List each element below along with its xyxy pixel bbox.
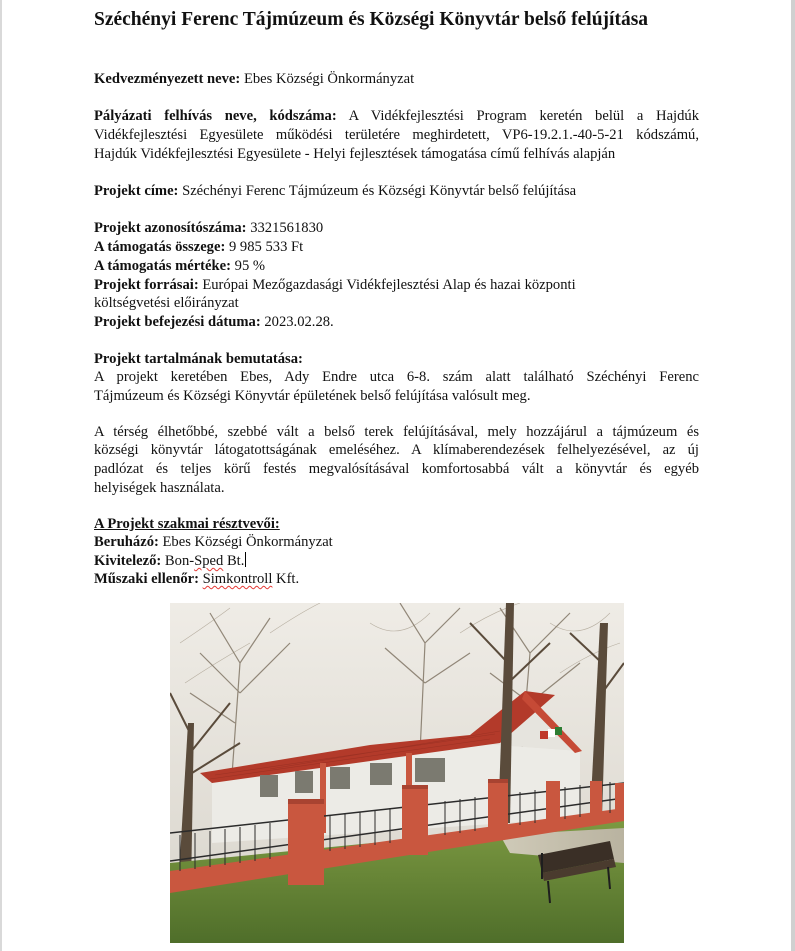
contractor-value-suffix: Bt. (223, 553, 245, 569)
beneficiary-label: Kedvezményezett neve: (94, 71, 241, 87)
content-heading (94, 350, 303, 368)
content-p2-line-2: községi könyvtár látogatottságának emeléséhez. A klímaberendezések felhelyezésével, az új (94, 442, 699, 458)
participants-heading-text: A Projekt szakmai résztvevői: (94, 516, 280, 532)
contractor-label: Kivitelező: (94, 553, 162, 569)
building-photo (170, 603, 624, 943)
end-date-label: Projekt befejezési dátuma: (94, 314, 261, 330)
project-title-line (94, 182, 576, 200)
spellcheck-word[interactable]: Sped (194, 553, 224, 569)
end-date-line (94, 313, 334, 331)
call-text-1: A Vidékfejlesztési Program keretén belül a Hajdúk (348, 108, 699, 124)
content-p2-line-4: helyiségek használata. (94, 480, 225, 496)
inspector-line (94, 570, 299, 588)
contractor-line[interactable] (94, 552, 246, 570)
content-heading-text: Projekt tartalmának bemutatása: (94, 351, 303, 367)
end-date-value: 2023.02.28. (264, 314, 334, 330)
content-line-2: Tájmúzeum és Községi Könyvtár épületének belső felújítása valósult meg. (94, 388, 531, 404)
participants-heading (94, 515, 280, 533)
grant-rate-value: 95 % (234, 258, 266, 274)
sources-value-1: Európai Mezőgazdasági Vidékfejlesztési Alap és hazai központi (202, 277, 576, 293)
call-label: Pályázati felhívás neve, kódszáma: (94, 108, 337, 124)
sources-line-2: költségvetési előirányzat (94, 295, 239, 311)
sources-line-1 (94, 276, 576, 294)
grant-amount-line (94, 238, 303, 256)
investor-line (94, 533, 333, 551)
document-title: Széchényi Ferenc Tájmúzeum és Községi Könyvtár belső felújítása (94, 9, 649, 30)
project-id-label: Projekt azonosítószáma: (94, 220, 247, 236)
inspector-value-suffix: Kft. (272, 571, 300, 587)
call-line-1 (94, 107, 699, 126)
beneficiary-line (94, 70, 414, 88)
content-p2-line-1: A térség élhetőbbé, szebbé vált a belső terek felújításával, mely hozzájárul a tájmúzeum és (94, 424, 699, 440)
grant-rate-label: A támogatás mértéke: (94, 258, 231, 274)
contractor-value[interactable] (165, 553, 246, 569)
content-p2-line-3: padlózat és teljes körű festés megvalósításával komfortosabbá vált a könyvtár és egyéb (94, 461, 699, 477)
contractor-value-part: Bon- (164, 553, 195, 569)
window-scrollbar-edge[interactable] (791, 0, 795, 951)
window-left-edge (0, 0, 2, 951)
call-line-3: Hajdúk Vidékfejlesztési Egyesülete - Helyi fejlesztések támogatása című felhívás alapján (94, 146, 616, 162)
content-line-1: A projekt keretében Ebes, Ady Endre utca 6-8. szám alatt található Széchényi Ferenc (94, 369, 699, 385)
sources-label: Projekt forrásai: (94, 277, 199, 293)
investor-label: Beruházó: (94, 534, 159, 550)
investor-value: Ebes Községi Önkormányzat (162, 534, 333, 550)
grant-amount-value: 9 985 533 Ft (228, 239, 304, 255)
project-title-label: Projekt címe: (94, 183, 179, 199)
inspector-value-spellcheck[interactable]: Simkontroll (202, 571, 273, 587)
grant-rate-line (94, 257, 265, 275)
project-title-value: Széchényi Ferenc Tájmúzeum és Községi Könyvtár belső felújítása (182, 183, 577, 199)
project-id-value: 3321561830 (250, 220, 324, 236)
call-line-2: Vidékfejlesztési Egyesülete működési területére meghirdetett, VP6-19.2.1.-40-5-21 kódszámú, (94, 127, 699, 143)
text-cursor (245, 552, 246, 567)
project-id-line (94, 219, 323, 237)
beneficiary-value: Ebes Községi Önkormányzat (243, 71, 415, 87)
grant-amount-label: A támogatás összege: (94, 239, 226, 255)
inspector-label: Műszaki ellenőr: (94, 571, 199, 587)
